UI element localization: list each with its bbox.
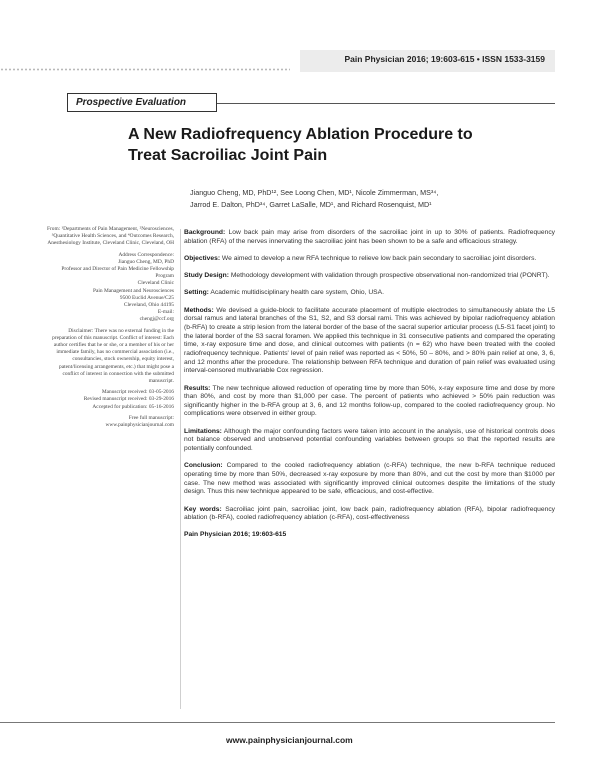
correspondence-address [44, 252, 174, 324]
author-line: Jarrod E. Dalton, PhD³⁴, Garret LaSalle, MD¹, and Richard Rosenquist, MD¹ [190, 200, 432, 209]
title-line: A New Radiofrequency Ablation Procedure to [128, 126, 473, 143]
abstract-citation: Pain Physician 2016; 19:603-615 [184, 531, 287, 539]
address-line: 9500 Euclid Avenue/C25 [119, 294, 174, 301]
address-line: Pain Management and Neurosciences [93, 287, 174, 294]
date-line: Accepted for publication: 05-16-2016 [92, 403, 174, 410]
affiliations-text: From: ¹Departments of Pain Management, ²Neurosciences, ³Quantitative Health Sciences, and ⁴Outcomes Research, Anesthesiology Institute, Cleveland Clinic, Cleveland, OH [46, 226, 174, 247]
footer-rule [0, 722, 555, 723]
section-text: Sacroiliac joint pain, sacroiliac joint, low back pain, radiofrequency ablation (RFA), bipolar radiofrequency ablation (b-RFA), cooled radiofrequency ablation (c-RFA), cost-effectiveness [184, 505, 556, 522]
section-label: Background: [184, 229, 226, 236]
address-line: Cleveland Clinic [137, 280, 174, 287]
article-title [128, 124, 548, 166]
abstract-limitations [184, 428, 555, 454]
manuscript-dates [44, 389, 174, 411]
section-text: Academic multidisciplinary health care system, Ohio, USA. [210, 289, 384, 297]
abstract-study-design [184, 272, 555, 281]
footer-journal-url[interactable]: www.painphysicianjournal.com [226, 735, 353, 745]
section-text: We aimed to develop a new RFA technique to relieve low back pain secondary to sacroiliac joint disorders. [221, 254, 537, 262]
free-full-manuscript [44, 415, 174, 429]
author-line: Jianguo Cheng, MD, PhD¹², See Loong Chen, MD¹, Nicole Zimmerman, MS³⁴, [190, 188, 439, 197]
badge-divider-line [217, 103, 555, 104]
section-text: Low back pain may arise from disorders of the sacroiliac joint in up to 30% of patients. Radiofrequency ablation (RFA) of the nerves innervating the sacroiliac joint has been shown to be a safe and efficacious strategy. [184, 229, 556, 245]
abstract [184, 229, 555, 549]
section-label: Results: [184, 384, 211, 392]
abstract-background [184, 229, 555, 246]
affiliation-sidebar [44, 226, 174, 433]
abstract-results [184, 385, 555, 420]
section-label: Key words: [184, 505, 222, 513]
author-list [190, 187, 550, 211]
abstract-methods [184, 307, 555, 376]
section-text: Methodology development with validation through prospective observational non-randomized trial (PONRT). [230, 272, 550, 280]
address-line: Jianguo Cheng, MD, PhD [118, 258, 174, 265]
section-label: Setting: [184, 289, 209, 297]
date-line: Manuscript received: 03-05-2016 [101, 389, 174, 396]
journal-citation-header: Pain Physician 2016; 19:603-615 • ISSN 1533-3159 [344, 54, 545, 64]
abstract-keywords [184, 506, 555, 523]
disclaimer-text: Disclaimer: There was no external funding in the preparation of this manuscript. Conflict of interest: Each author certifies that he or she, or a member of his or her immediate family, has no commercial association (i.e., consultancies, stock ownership, equity interest, patent/licensing arrangements, etc.) that might pose a conflict of interest in connection with the submitted manuscript. [52, 327, 174, 385]
section-text: The new technique allowed reduction of operating time by more than 50%, x-ray exposure time and dose by more than 80%, and cost by more than $1,000 per case. The percent of patients who achieved > 50% pain reduction was significantly higher in the b-RFA group at 3, 6, and 12 months follow-up, compared to the cooled radiofrequency group. No complications were observed in either group. [184, 384, 556, 418]
section-label: Conclusion: [184, 462, 223, 470]
section-label: Study Design: [184, 272, 229, 280]
section-text: We devised a guide-block to facilitate accurate placement of multiple electrodes to simultaneously ablate the L5 dorsal ramus and lateral branches of the S1, S2, and S3 dorsal rami. This was achieved by bipolar radiofrequency ablation (b-RFA) to create a strip lesion from the lateral border of the base of the sacral superior articular process (L5-S1 facet joint) to the lateral border of the S3 sacral foramen. We applied this technique in 31 consecutive patients and compared the operating time, x-ray exposure time and dose, and clinical outcomes with patients (n = 62) who have been treated with the cooled radiofrequency technique. Patients' level of pain relief was reported as < 50%, 50 – 80%, and > 80% pain relief at one, 3, 6, and 12 months after the procedure. The relationship between RFA technique and duration of pain relief was evaluated using interval-censored multivariable Cox regression. [184, 306, 556, 375]
column-divider [180, 229, 181, 709]
date-line: Revised manuscript received: 03-29-2016 [83, 396, 174, 403]
article-type-badge [67, 93, 217, 112]
decorative-dot-rule [0, 68, 290, 71]
abstract-objectives [184, 255, 555, 264]
section-label: Limitations: [184, 427, 222, 435]
address-line: Professor and Director of Pain Medicine Fellowship Program [61, 266, 174, 280]
free-full-label: Free full manuscript: [128, 414, 174, 421]
section-text: Compared to the cooled radiofrequency ablation (c-RFA) technique, the new b-RFA technique reduced operating time by more than 50%, decreased x-ray exposure by more than 80%, and cut the cost by more than $1000 per case. The new method was associated with significantly improved clinical outcomes despite the limitations of the study design. Thus this new technique appeared to be safe, efficacious, and cost-effective. [184, 462, 555, 496]
section-label: Objectives: [184, 254, 221, 262]
title-line: Treat Sacroiliac Joint Pain [128, 147, 328, 164]
address-line: E-mail: [157, 309, 174, 316]
abstract-setting [184, 289, 555, 298]
address-line: Cleveland, Ohio 44195 [123, 302, 174, 309]
free-full-url: www.painphysicianjournal.com [105, 422, 174, 429]
address-line: Address Correspondence: [118, 251, 174, 258]
article-type-label: Prospective Evaluation [76, 97, 187, 108]
section-label: Methods: [184, 306, 214, 314]
section-text: Although the major confounding factors were taken into account in the analysis, use of historical controls does not balance observed and unobserved potential confounding variables between groups so that the reported results are potentially confounded. [184, 427, 555, 453]
correspondence-email: chengj@ccf.org [139, 316, 174, 323]
abstract-conclusion [184, 462, 555, 497]
